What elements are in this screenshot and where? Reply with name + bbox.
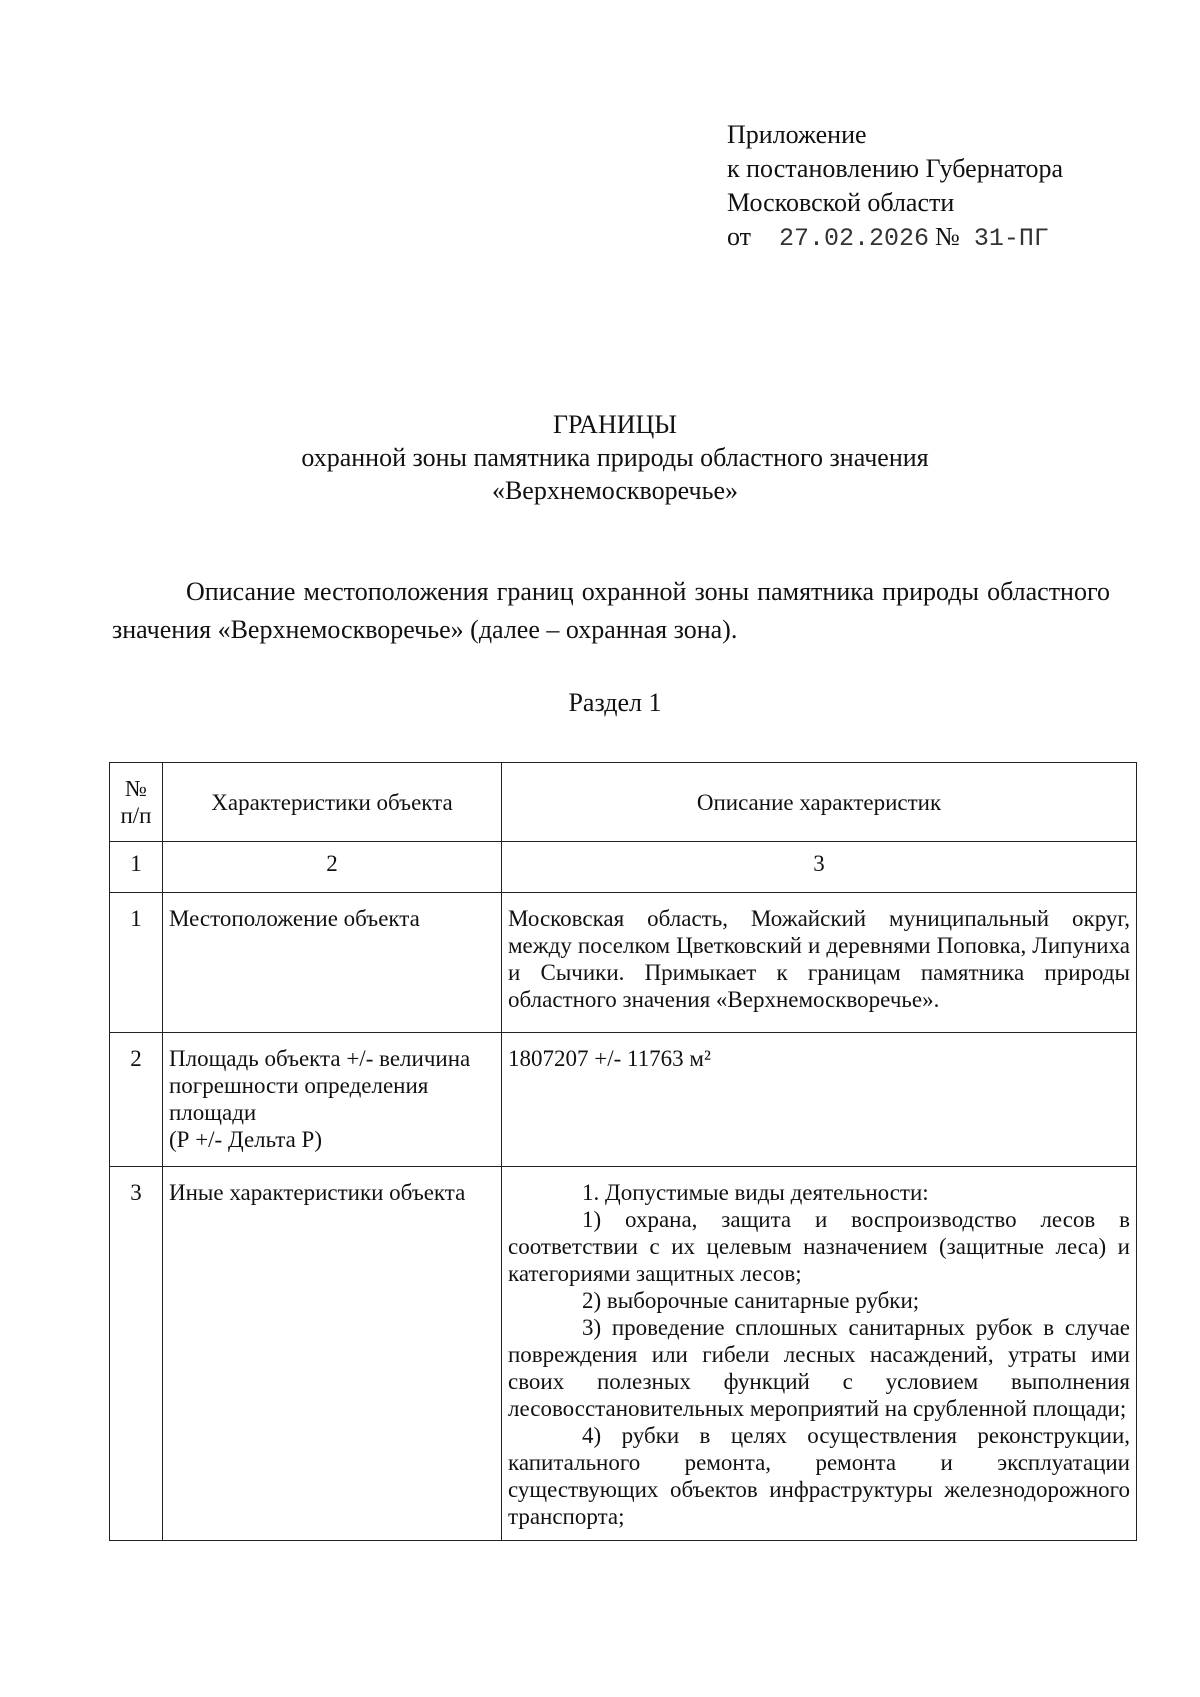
table-header-row: [110, 763, 1137, 842]
title-line-3: «Верхнемоскворечье»: [491, 476, 739, 505]
annex-ot: от: [727, 222, 752, 251]
section-heading: Раздел 1: [568, 688, 662, 717]
desc-item: 4) рубки в целях осуществления реконструкции, капитального ремонта, ремонта и эксплуатации существующих объектов инфраструктуры железнодорожного транспорта;: [508, 1423, 1130, 1529]
header-description: Описание характеристик: [502, 763, 1137, 842]
table-row: [110, 1033, 1137, 1167]
intro-text: Описание местоположения границ охранной зоны памятника природы областного значения «Верхнемоскворечье» (далее – охранная зона).: [112, 577, 1110, 644]
annex-line-3: Московской области: [727, 188, 955, 217]
annex-line-2: к постановлению Губернатора: [727, 154, 1064, 183]
annex-number-sign: №: [935, 222, 960, 251]
table-row: [110, 1167, 1137, 1541]
annex-header: [727, 118, 1063, 256]
row-name: Иные характеристики объекта: [163, 1167, 502, 1541]
row-name-extra: (Р +/- Дельта Р): [169, 1127, 322, 1152]
desc-item: 2) выборочные санитарные рубки;: [582, 1288, 920, 1313]
row-num: 3: [110, 1167, 163, 1541]
annex-date: 27.02.2026: [779, 224, 930, 253]
intro-paragraph: [112, 573, 1110, 649]
header-num: № п/п: [110, 763, 163, 842]
header-characteristics: Характеристики объекта: [163, 763, 502, 842]
column-number: 3: [502, 842, 1137, 893]
characteristics-table: [109, 762, 1137, 1541]
desc-item: 1. Допустимые виды деятельности:: [582, 1180, 929, 1205]
row-desc: Московская область, Можайский муниципальный округ, между поселком Цветковский и деревнями Поповка, Липуниха и Сычики. Примыкает к границам памятника природы областного значения «Верхнемоскворечье».: [502, 893, 1137, 1033]
desc-item: 1) охрана, защита и воспроизводство лесов в соответствии с их целевым назначением (защитные леса) и категориями защитных лесов;: [508, 1207, 1130, 1286]
row-num: 1: [110, 893, 163, 1033]
document-title: [0, 408, 1200, 507]
annex-date-line: [727, 220, 1063, 256]
row-name: Площадь объекта +/- величина погрешности определения площади: [169, 1046, 471, 1125]
column-number: 2: [163, 842, 502, 893]
annex-line-1: Приложение: [727, 120, 867, 149]
row-desc-list: [502, 1167, 1137, 1541]
row-name: Местоположение объекта: [163, 893, 502, 1033]
annex-number: 31-ПГ: [973, 224, 1049, 253]
row-num: 2: [110, 1033, 163, 1167]
desc-item: 3) проведение сплошных санитарных рубок в случае повреждения или гибели лесных насаждений, утраты ими своих полезных функций с условием выполнения лесовосстановительных мероприятий на срубленной площади;: [508, 1315, 1130, 1421]
title-line-2: охранной зоны памятника природы областного значения: [301, 443, 929, 472]
title-heading: ГРАНИЦЫ: [553, 410, 677, 439]
row-desc: 1807207 +/- 11763 м²: [502, 1033, 1137, 1167]
column-number: 1: [110, 842, 163, 893]
table-column-numbers-row: [110, 842, 1137, 893]
table-row: [110, 893, 1137, 1033]
row-name-cell: [163, 1033, 502, 1167]
